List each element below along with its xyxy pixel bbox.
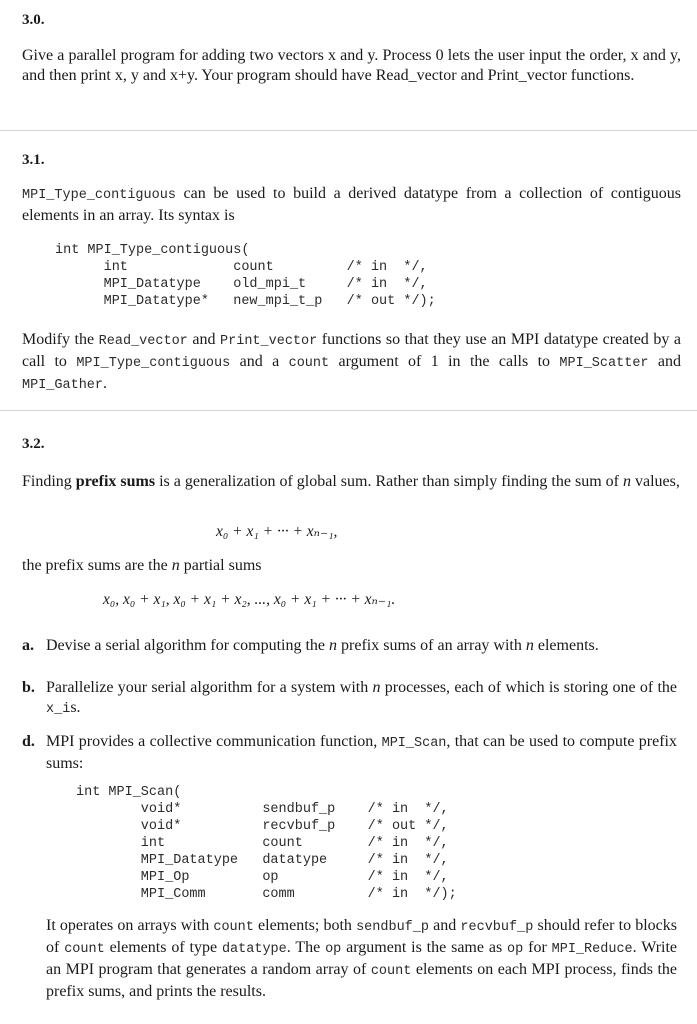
inline-code: MPI_Reduce [551,942,633,957]
inline-code: Print_vector [220,334,318,349]
section-3-1-intro [22,184,681,226]
item-label: b. [22,679,35,696]
inline-code: sendbuf_p [356,920,429,935]
inline-code: Read_vector [98,334,188,349]
item-a: a. Devise a serial algorithm for computing the n prefix sums of an array with n elements. [22,637,599,654]
code-line: MPI_Datatype old_mpi_t /* in */, [55,277,428,292]
item-label: d. [22,733,35,750]
code-line: MPI_Datatype datatype /* in */, [76,853,449,868]
inline-code: count [64,942,105,957]
inline-code: MPI_Scatter [559,356,649,371]
inline-code: MPI_Gather [22,378,104,393]
text: can be used to build a derived datatype from a collection of contiguous elements in an array. Its syntax is [22,185,681,224]
inline-code: op [507,942,524,957]
code-line: MPI_Comm comm /* in */); [76,887,457,902]
section-3-0-text: Give a parallel program for adding two vectors x and y. Process 0 lets the user input the order, x and y, and then print x, y and x+y. Your program should have Read_vector and Print_vector functions. [22,47,681,84]
inline-code: x_i [46,702,71,717]
inline-code: MPI_Scan [381,736,447,751]
inline-code: datatype [221,942,287,957]
mpi-scan-signature [76,784,457,903]
inline-code: count [370,964,412,979]
inline-code: op [325,942,342,957]
inline-code: recvbuf_p [460,920,534,935]
code-line: MPI_Datatype* new_mpi_t_p /* out */); [55,294,436,309]
section-3-2-heading: 3.2. [22,436,45,452]
section-3-2-para-1: Finding prefix sums is a generalization of global sum. Rather than simply finding the sum of n values, [22,473,680,490]
inline-code: MPI_Type_contiguous [76,356,231,371]
bold-term: prefix sums [75,473,156,490]
section-3-1-modify: Modify the Read_vector and Print_vector functions so that they use an MPI datatype created by a call to MPI_Type_contiguous and a count argument of 1 in the calls to MPI_Scatter and MPI_Gather. [22,331,682,393]
code-line: int count /* in */, [76,836,449,851]
code-line: MPI_Op op /* in */, [76,870,449,885]
formula-sum: x₀ + x₁ + ··· + xₙ₋₁, [216,523,338,540]
item-d: d. MPI provides a collective communication function, MPI_Scan, that can be used to compute prefix sums: [22,733,677,772]
formula-partial-sums: x₀, x₀ + x₁, x₀ + x₁ + x₂, ..., x₀ + x₁ + ··· + xₙ₋₁. [103,591,396,608]
code-line: void* sendbuf_p /* in */, [76,802,449,817]
section-divider [0,410,697,411]
item-label: a. [22,637,34,654]
item-d-description: It operates on arrays with count elements; both sendbuf_p and recvbuf_p should refer to blocks of count elements of type datatype. The op argument is the same as op for MPI_Reduce. Write an MPI program that generates a random array of count elements on each MPI process, finds the prefix sums, and prints the results. [46,917,678,1000]
item-b: b. Parallelize your serial algorithm for a system with n processes, each of which is storing one of the x_is. [22,679,678,717]
code-line: int MPI_Scan( [76,785,182,800]
type-contiguous-signature [55,242,436,310]
inline-code: MPI_Type_contiguous [22,188,176,203]
code-line: void* recvbuf_p /* out */, [76,819,449,834]
section-3-0-heading: 3.0. [22,12,45,28]
section-3-2-para-2: the prefix sums are the n partial sums [22,557,262,574]
section-3-1-heading: 3.1. [22,152,45,168]
inline-code: count [288,356,330,371]
inline-code: count [213,920,254,935]
code-line: int MPI_Type_contiguous( [55,243,250,258]
section-divider [0,130,697,131]
code-line: int count /* in */, [55,260,428,275]
